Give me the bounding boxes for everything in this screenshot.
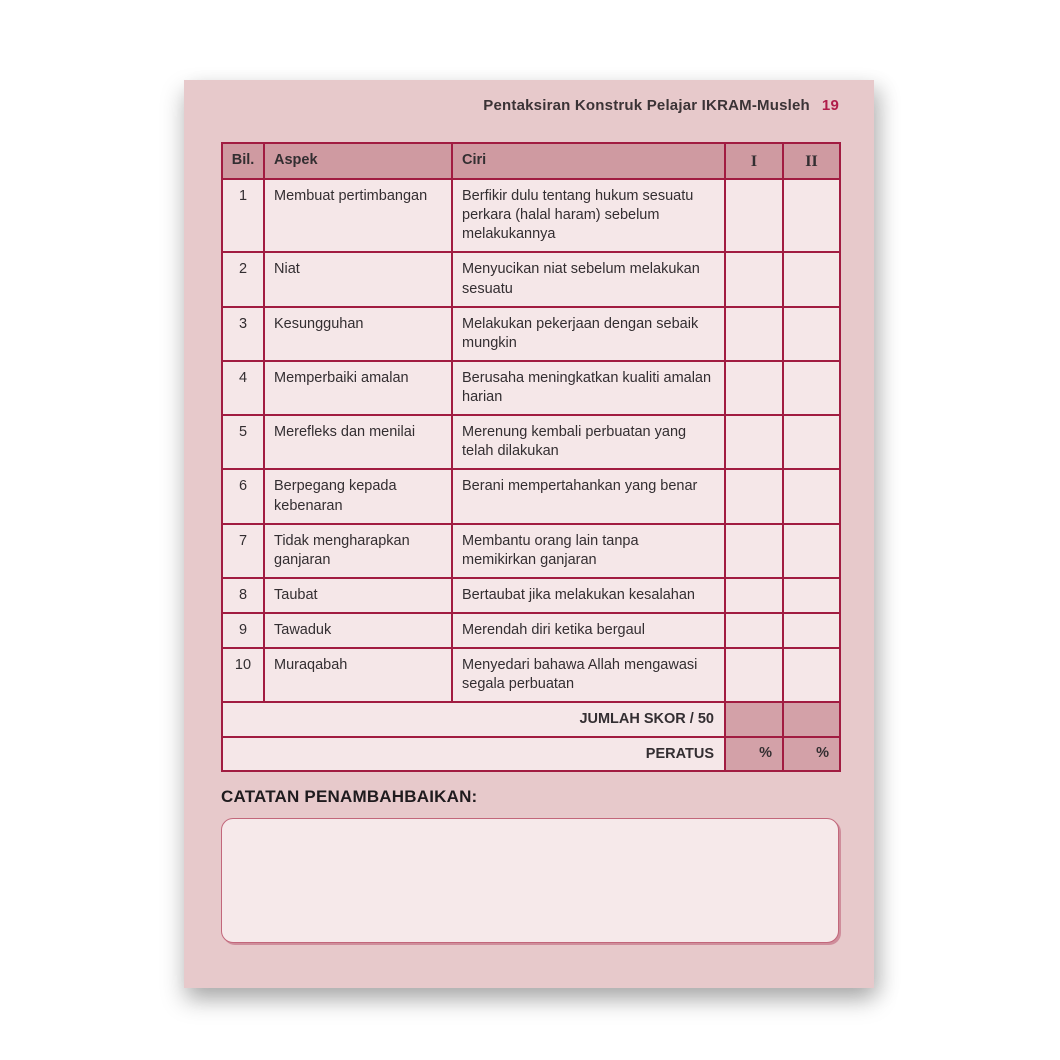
document-page [184,80,874,988]
aspek-cell: Memperbaiki amalan [264,361,452,415]
table-row [222,613,840,648]
row-number: 10 [222,648,264,702]
ciri-cell: Merendah diri ketika bergaul [452,613,725,648]
row-number: 3 [222,307,264,361]
row-number: 7 [222,524,264,578]
score-cell-i[interactable] [725,307,783,361]
page-header [221,95,839,114]
page-number: 19 [821,97,839,114]
score-cell-ii[interactable] [783,524,840,578]
column-header-i: I [725,143,783,179]
table-row [222,252,840,306]
ciri-cell: Menyedari bahawa Allah mengawasi segala perbuatan [452,648,725,702]
table-row [222,307,840,361]
peratus-row [222,737,840,771]
ciri-cell: Merenung kembali perbuatan yang telah dilakukan [452,415,725,469]
row-number: 6 [222,469,264,523]
table-row [222,578,840,613]
column-header-bil: Bil. [222,143,264,179]
score-cell-ii[interactable] [783,252,840,306]
score-cell-ii[interactable] [783,361,840,415]
ciri-cell: Berusaha meningkatkan kualiti amalan harian [452,361,725,415]
jumlah-skor-cell-i[interactable] [725,702,783,736]
score-cell-ii[interactable] [783,613,840,648]
score-cell-ii[interactable] [783,648,840,702]
ciri-cell: Melakukan pekerjaan dengan sebaik mungkin [452,307,725,361]
aspek-cell: Berpegang kepada kebenaran [264,469,452,523]
column-header-aspek: Aspek [264,143,452,179]
ciri-cell: Membantu orang lain tanpa memikirkan ganjaran [452,524,725,578]
score-cell-ii[interactable] [783,469,840,523]
column-header-ii: II [783,143,840,179]
aspek-cell: Merefleks dan menilai [264,415,452,469]
score-cell-i[interactable] [725,578,783,613]
notes-section-label: CATATAN PENAMBAHBAIKAN: [221,786,478,806]
score-cell-i[interactable] [725,252,783,306]
row-number: 5 [222,415,264,469]
ciri-cell: Berfikir dulu tentang hukum sesuatu perkara (halal haram) sebelum melakukannya [452,179,725,252]
aspek-cell: Tidak mengharapkan ganjaran [264,524,452,578]
row-number: 4 [222,361,264,415]
peratus-cell-i[interactable]: % [725,737,783,771]
row-number: 9 [222,613,264,648]
row-number: 8 [222,578,264,613]
aspek-cell: Muraqabah [264,648,452,702]
jumlah-skor-cell-ii[interactable] [783,702,840,736]
score-cell-ii[interactable] [783,578,840,613]
table-header-row [222,143,840,179]
score-cell-ii[interactable] [783,415,840,469]
score-cell-ii[interactable] [783,179,840,252]
table-row [222,469,840,523]
table-body [222,179,840,702]
jumlah-skor-label: JUMLAH SKOR / 50 [222,702,725,736]
score-cell-i[interactable] [725,415,783,469]
peratus-label: PERATUS [222,737,725,771]
assessment-table [221,142,841,772]
score-cell-i[interactable] [725,469,783,523]
score-cell-ii[interactable] [783,307,840,361]
notes-input-box[interactable] [221,818,839,943]
ciri-cell: Menyucikan niat sebelum melakukan sesuatu [452,252,725,306]
score-cell-i[interactable] [725,524,783,578]
aspek-cell: Kesungguhan [264,307,452,361]
peratus-cell-ii[interactable]: % [783,737,840,771]
row-number: 1 [222,179,264,252]
table-row [222,415,840,469]
score-cell-i[interactable] [725,613,783,648]
column-header-ciri: Ciri [452,143,725,179]
score-cell-i[interactable] [725,179,783,252]
ciri-cell: Bertaubat jika melakukan kesalahan [452,578,725,613]
aspek-cell: Membuat pertimbangan [264,179,452,252]
ciri-cell: Berani mempertahankan yang benar [452,469,725,523]
score-cell-i[interactable] [725,648,783,702]
aspek-cell: Taubat [264,578,452,613]
aspek-cell: Tawaduk [264,613,452,648]
row-number: 2 [222,252,264,306]
table-row [222,361,840,415]
jumlah-row [222,702,840,736]
table-row [222,179,840,252]
score-cell-i[interactable] [725,361,783,415]
page-title: Pentaksiran Konstruk Pelajar IKRAM-Musleh [483,97,810,114]
table-row [222,524,840,578]
table-row [222,648,840,702]
aspek-cell: Niat [264,252,452,306]
